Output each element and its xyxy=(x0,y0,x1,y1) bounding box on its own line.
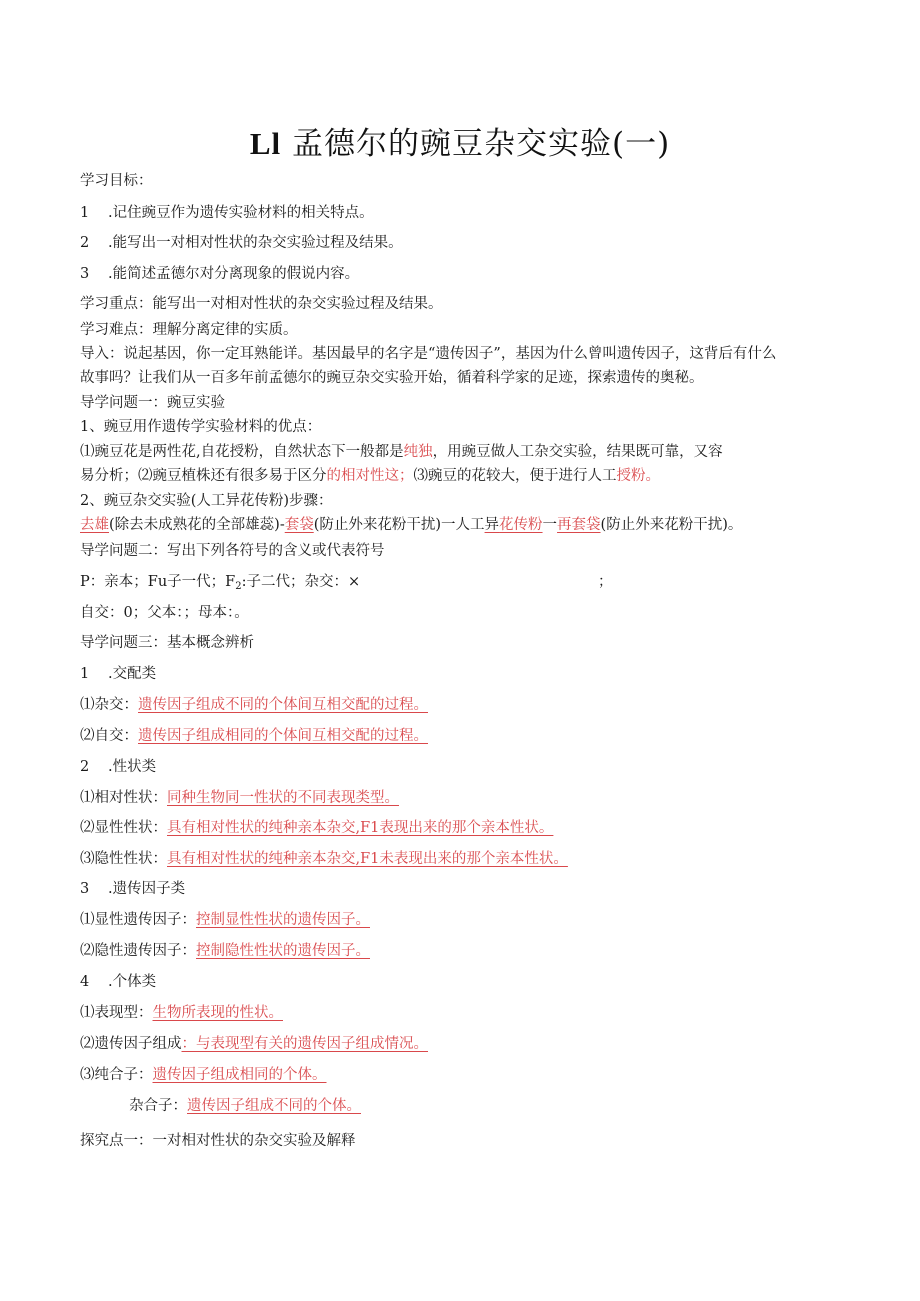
group-heading: 3 .遗传因子类 xyxy=(80,881,186,897)
q2-line-1: P：亲本；Fu子一代；$F_2$:子二代；杂交：× xyxy=(80,574,361,592)
concept-item: ⑶纯合子：遗传因子组成相同的个体。 xyxy=(80,1067,327,1083)
q1-sub1: 1、豌豆用作遗传学实验材料的优点： xyxy=(80,419,322,435)
group-heading: 4 .个体类 xyxy=(80,974,157,990)
key-point: 学习重点：能写出一对相对性状的杂交实验过程及结果。 xyxy=(80,296,443,312)
intro-line-2: 故事吗？让我们从一百多年前孟德尔的豌豆杂交实验开始，循着科学家的足迹，探索遗传的奥秘。 xyxy=(80,370,704,386)
concept-item: ⑵遗传因子组成：与表现型有关的遗传因子组成情况。 xyxy=(80,1036,428,1052)
q2-heading: 导学问题二：写出下列各符号的含义或代表符号 xyxy=(80,543,385,559)
concept-item: ⑵显性性状：具有相对性状的纯种亲本杂交,F1表现出来的那个亲本性状。 xyxy=(80,820,554,836)
concept-item: ⑴相对性状：同种生物同一性状的不同表现类型。 xyxy=(80,790,399,806)
concept-item: ⑴显性遗传因子：控制显性性状的遗传因子。 xyxy=(80,912,370,928)
concept-item: ⑵隐性遗传因子：控制隐性性状的遗传因子。 xyxy=(80,943,370,959)
group-heading: 1 .交配类 xyxy=(80,666,157,682)
page-title xyxy=(0,118,920,163)
concept-item: ⑶隐性性状：具有相对性状的纯种亲本杂交,F1未表现出来的那个亲本性状。 xyxy=(80,851,568,867)
q1-heading: 导学问题一：豌豆实验 xyxy=(80,395,225,411)
objective-item: 2 .能写出一对相对性状的杂交实验过程及结果。 xyxy=(80,235,403,251)
q1-steps: 去雄(除去未成熟花的全部雄蕊)-套袋(防止外来花粉干扰)一人工异花传粉一再套袋(防止外来花粉干扰)。 xyxy=(80,517,743,533)
concept-item: ⑴表现型：生物所表现的性状。 xyxy=(80,1005,283,1021)
intro-line-1: 导入：说起基因，你一定耳熟能详。基因最早的名字是“遗传因子”，基因为什么曾叫遗传因子，这背后有什么 xyxy=(80,346,777,362)
objectives-heading: 学习目标： xyxy=(80,173,153,189)
objective-item: 1 .记住豌豆作为遗传实验材料的相关特点。 xyxy=(80,205,374,221)
title-prefix: Ll xyxy=(249,126,282,161)
title-text: 孟德尔的豌豆杂交实验(一) xyxy=(291,126,671,162)
q2-line-1-end: ； xyxy=(598,574,613,590)
difficult-point: 学习难点：理解分离定律的实质。 xyxy=(80,322,298,338)
objective-item: 3 .能简述孟德尔对分离现象的假说内容。 xyxy=(80,266,360,282)
q2-line-2: 自交：0；父本：；母本：。 xyxy=(80,605,249,621)
explore-heading: 探究点一：一对相对性状的杂交实验及解释 xyxy=(80,1133,356,1149)
group-heading: 2 .性状类 xyxy=(80,759,157,775)
q1-sub2: 2、豌豆杂交实验(人工异花传粉)步骤： xyxy=(80,493,333,509)
concept-item: ⑴杂交：遗传因子组成不同的个体间互相交配的过程。 xyxy=(80,697,428,713)
concept-item: ⑵自交：遗传因子组成相同的个体间互相交配的过程。 xyxy=(80,728,428,744)
q1-line-1: ⑴豌豆花是两性花,自花授粉，自然状态下一般都是纯独，用豌豆做人工杂交实验，结果既可靠，又容 xyxy=(80,444,723,460)
q1-line-2: 易分析；⑵豌豆植株还有很多易于区分的相对性这；⑶豌豆的花较大，便于进行人工授粉。 xyxy=(80,468,660,484)
q3-heading: 导学问题三：基本概念辨析 xyxy=(80,635,254,651)
concept-item: 杂合子：遗传因子组成不同的个体。 xyxy=(129,1098,361,1114)
